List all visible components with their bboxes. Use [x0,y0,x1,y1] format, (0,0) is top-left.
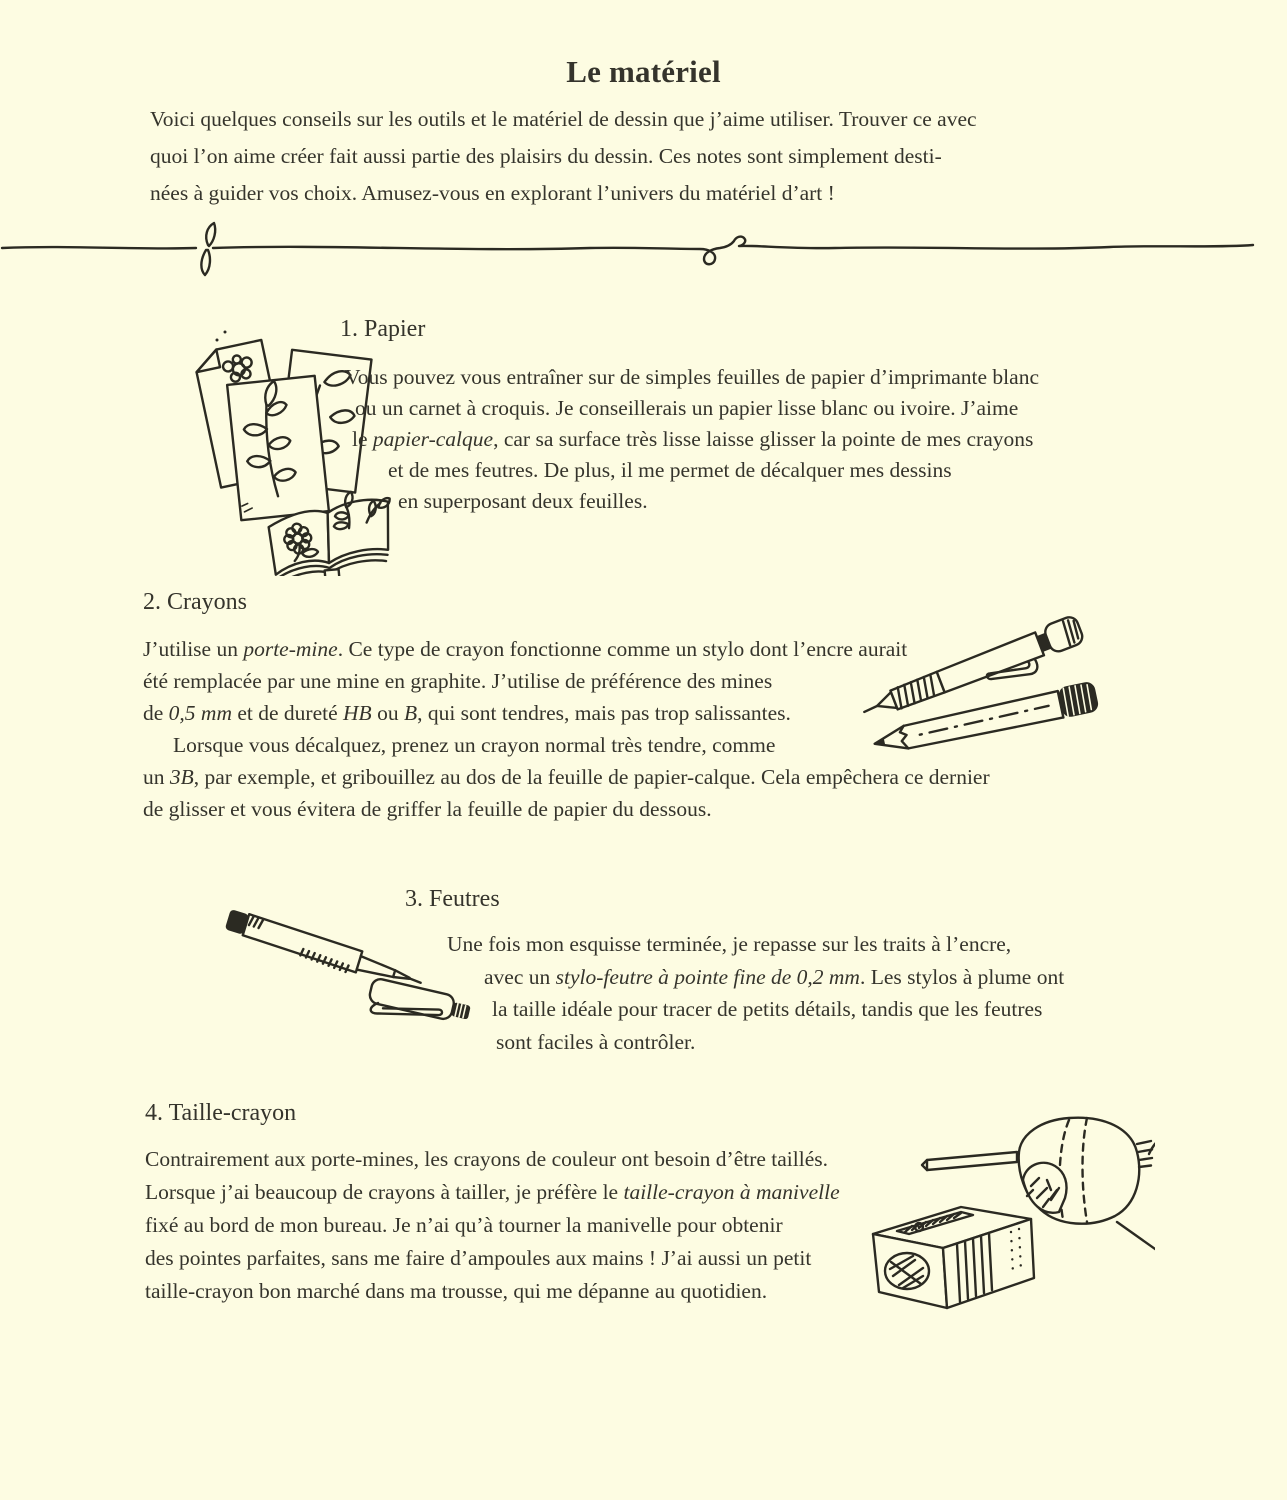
pencil-sharpeners-illustration-icon [855,1110,1155,1315]
text-line: un 3B, par exemple, et gribouillez au dos de la feuille de papier-calque. Cela empêchera ce dernier [143,765,990,789]
text-line: Lorsque j’ai beaucoup de crayons à tailler, je préfère le taille-crayon à manivelle [145,1180,840,1204]
text-line: sont faciles à contrôler. [496,1029,696,1054]
mechanical-pencil-and-pencil-illustration-icon [846,606,1126,764]
section-paragraph-feutres [405,928,1064,1058]
text-line: Contrairement aux porte-mines, les crayons de couleur ont besoin d’être taillés. [145,1147,829,1171]
text-line: Lorsque vous décalquez, prenez un crayon normal très tendre, comme [173,733,776,757]
section-heading-papier: 1. Papier [340,316,426,342]
text-line: Une fois mon esquisse terminée, je repasse sur les traits à l’encre, [447,932,1012,956]
section-paragraph-taille-crayon [145,1143,840,1308]
front-sheet [227,376,329,520]
section-heading-crayons: 2. Crayons [143,589,247,615]
squiggle-divider-icon [0,220,1287,278]
text-line: Voici quelques conseils sur les outils et le matériel de dessin que j’aime utiliser. Trouver ce avec [150,107,977,131]
text-line: Vous pouvez vous entraîner sur de simples feuilles de papier d’imprimante blanc [345,365,1039,389]
text-line: et de mes feutres. De plus, il me permet de décalquer mes dessins [388,458,952,482]
text-line: taille-crayon bon marché dans ma trousse, qui me dépanne au quotidien. [145,1279,768,1303]
intro-paragraph [150,101,977,212]
text-line: de glisser et vous évitera de griffer la feuille de papier du dessous. [143,797,712,821]
section-heading-taille-crayon: 4. Taille-crayon [145,1100,297,1126]
text-line: J’utilise un porte-mine. Ce type de crayon fonctionne comme un stylo dont l’encre aurait [143,637,908,661]
page-title: Le matériel [566,54,721,89]
text-line: ou un carnet à croquis. Je conseillerais un papier lisse blanc ou ivoire. J’aime [355,396,1019,420]
mechanical-pencil [859,615,1089,735]
section-paragraph-papier [340,362,1039,517]
text-line: la taille idéale pour tracer de petits détails, tandis que les feutres [492,997,1043,1021]
text-line: de 0,5 mm et de dureté HB ou B, qui sont tendres, mais pas trop salissantes. [143,701,791,725]
text-line: des pointes parfaites, sans me faire d’ampoules aux mains ! J’ai aussi un petit [145,1246,812,1270]
text-line: été remplacée par une mine en graphite. J’utilise de préférence des mines [143,669,773,693]
text-line: fixé au bord de mon bureau. Je n’ai qu’à tourner la manivelle pour obtenir [145,1213,783,1237]
section-heading-feutres: 3. Feutres [405,886,500,912]
text-line: quoi l’on aime créer fait aussi partie des plaisirs du dessin. Ces notes sont simplement desti- [150,144,942,168]
text-line: nées à guider vos choix. Amusez-vous en explorant l’univers du matériel d’art ! [150,181,835,205]
text-line: en superposant deux feuilles. [398,489,648,513]
text-line: le papier-calque, car sa surface très lisse laisse glisser la pointe de mes crayons [352,427,1034,451]
pocket-sharpener [873,1207,1034,1308]
text-line: avec un stylo-feutre à pointe fine de 0,2 mm. Les stylos à plume ont [484,964,1065,989]
